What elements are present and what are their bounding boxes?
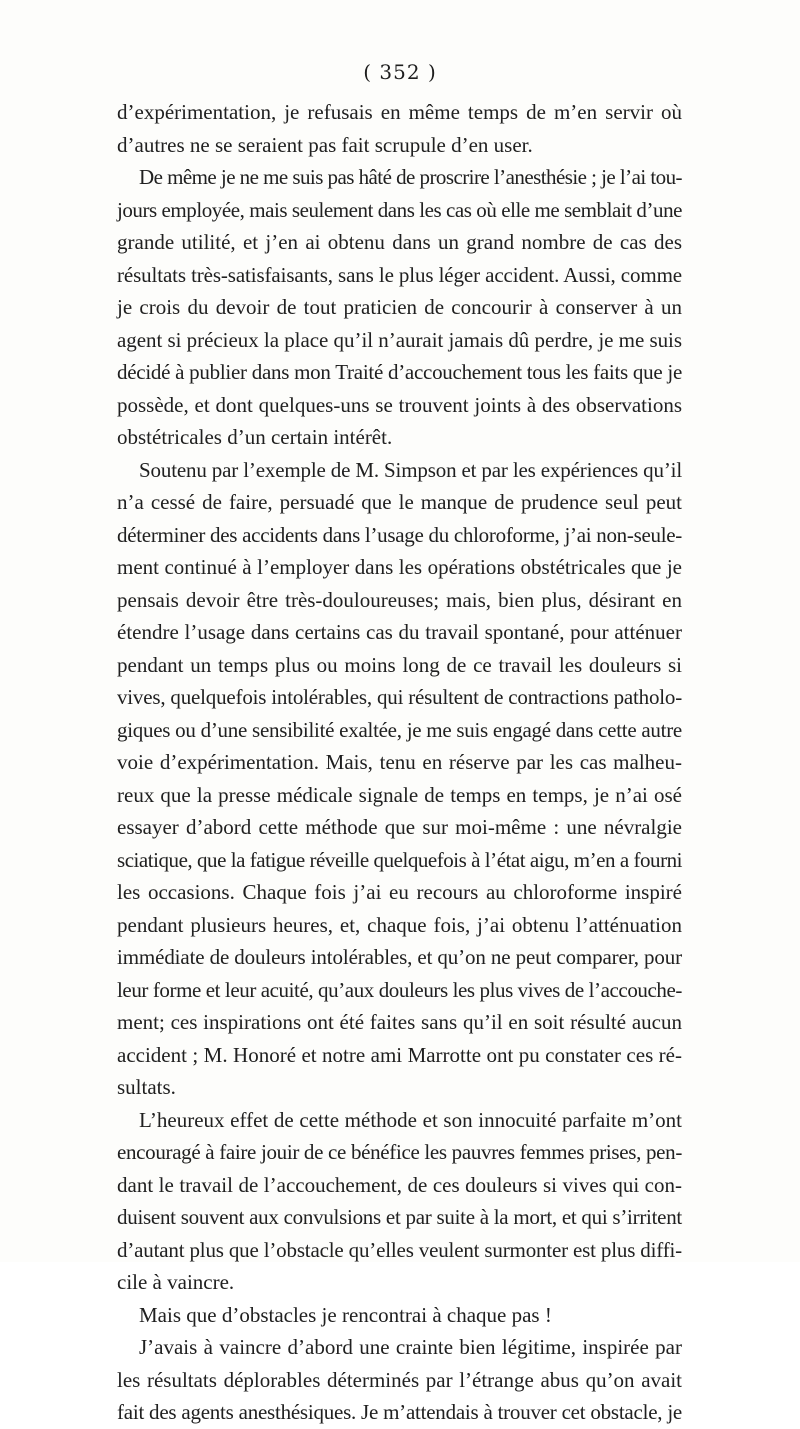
text-line: résultats très-satisfaisants, sans le plus léger accident. Aussi, comme — [117, 262, 682, 287]
text-line: pendant un temps plus ou moins long de ce travail les douleurs si — [117, 652, 682, 677]
text-line: pensais devoir être très-douloureuses; mais, bien plus, désirant en — [117, 587, 682, 612]
text-line: reux que la presse médicale signale de temps en temps, je n’ai osé — [117, 782, 682, 807]
text-line: déterminer des accidents dans l’usage du chloroforme, j’ai non-seule- — [117, 522, 682, 547]
text-line: Soutenu par l’exemple de M. Simpson et par les expériences qu’il — [139, 457, 682, 482]
text-line: les résultats déplorables déterminés par l’étrange abus qu’on avait — [117, 1367, 682, 1392]
text-line: Mais que d’obstacles je rencontrai à chaque pas ! — [139, 1302, 552, 1327]
page-number: ( 352 ) — [363, 60, 437, 84]
text-line: décidé à publier dans mon Traité d’accouchement tous les faits que je — [117, 360, 682, 384]
text-line: voie d’expérimentation. Mais, tenu en réserve par les cas malheu- — [117, 750, 682, 774]
text-line: n’a cessé de faire, persuadé que le manque de prudence seul peut — [117, 490, 682, 514]
text-line: J’avais à vaincre d’abord une crainte bien légitime, inspirée par — [139, 1335, 682, 1359]
text-line: sultats. — [117, 1075, 176, 1099]
text-line: jours employée, mais seulement dans les cas où elle me semblait d’une — [117, 197, 682, 222]
text-line: duisent souvent aux convulsions et par suite à la mort, et qui s’irritent — [117, 1205, 682, 1229]
text-line: L’heureux effet de cette méthode et son innocuité parfaite m’ont — [139, 1107, 682, 1132]
text-line: dant le travail de l’accouchement, de ces douleurs si vives qui con- — [117, 1172, 682, 1197]
text-line: agent si précieux la place qu’il n’aurait jamais dû perdre, je me suis — [117, 327, 682, 352]
text-line: les occasions. Chaque fois j’ai eu recours au chloroforme inspiré — [117, 880, 682, 904]
text-line: étendre l’usage dans certains cas du travail spontané, pour atténuer — [117, 620, 682, 644]
text-line: vives, quelquefois intolérables, qui résultent de contractions patholo- — [117, 685, 682, 709]
text-line: giques ou d’une sensibilité exaltée, je me suis engagé dans cette autre — [117, 717, 682, 742]
text-line: fait des agents anesthésiques. Je m’attendais à trouver cet obstacle, je — [117, 1400, 682, 1424]
text-line: sciatique, que la fatigue réveille quelquefois à l’état aigu, m’en a fourni — [117, 847, 682, 872]
text-line: De même je ne me suis pas hâté de proscrire l’anesthésie ; je l’ai tou- — [139, 165, 682, 189]
text-line: grande utilité, et j’en ai obtenu dans un grand nombre de cas des — [117, 230, 682, 254]
text-line: d’expérimentation, je refusais en même temps de m’en servir où — [117, 100, 682, 124]
text-line: d’autant plus que l’obstacle qu’elles veulent surmonter est plus diffi- — [117, 1237, 682, 1262]
text-line: encouragé à faire jouir de ce bénéfice les pauvres femmes prises, pen- — [117, 1140, 682, 1164]
text-line: leur forme et leur acuité, qu’aux douleurs les plus vives de l’accouche- — [117, 977, 682, 1002]
text-line: accident ; M. Honoré et notre ami Marrotte ont pu constater ces ré- — [117, 1042, 682, 1067]
text-line: pendant plusieurs heures, et, chaque fois, j’ai obtenu l’atténuation — [117, 912, 682, 937]
text-line: je crois du devoir de tout praticien de concourir à conserver à un — [117, 295, 682, 319]
text-line: ment continué à l’employer dans les opérations obstétricales que je — [117, 555, 682, 579]
text-line: obstétricales d’un certain intérêt. — [117, 425, 393, 449]
text-line: essayer d’abord cette méthode que sur moi-même : une névralgie — [117, 815, 682, 839]
body-text — [117, 96, 682, 1429]
text-line: d’autres ne se seraient pas fait scrupule d’en user. — [117, 132, 533, 157]
text-line: cile à vaincre. — [117, 1270, 235, 1294]
text-line: ment; ces inspirations ont été faites sans qu’il en soit résulté aucun — [117, 1010, 682, 1034]
text-line: immédiate de douleurs intolérables, et qu’on ne peut comparer, pour — [117, 945, 682, 969]
text-line: possède, et dont quelques-uns se trouvent joints à des observations — [117, 392, 682, 417]
